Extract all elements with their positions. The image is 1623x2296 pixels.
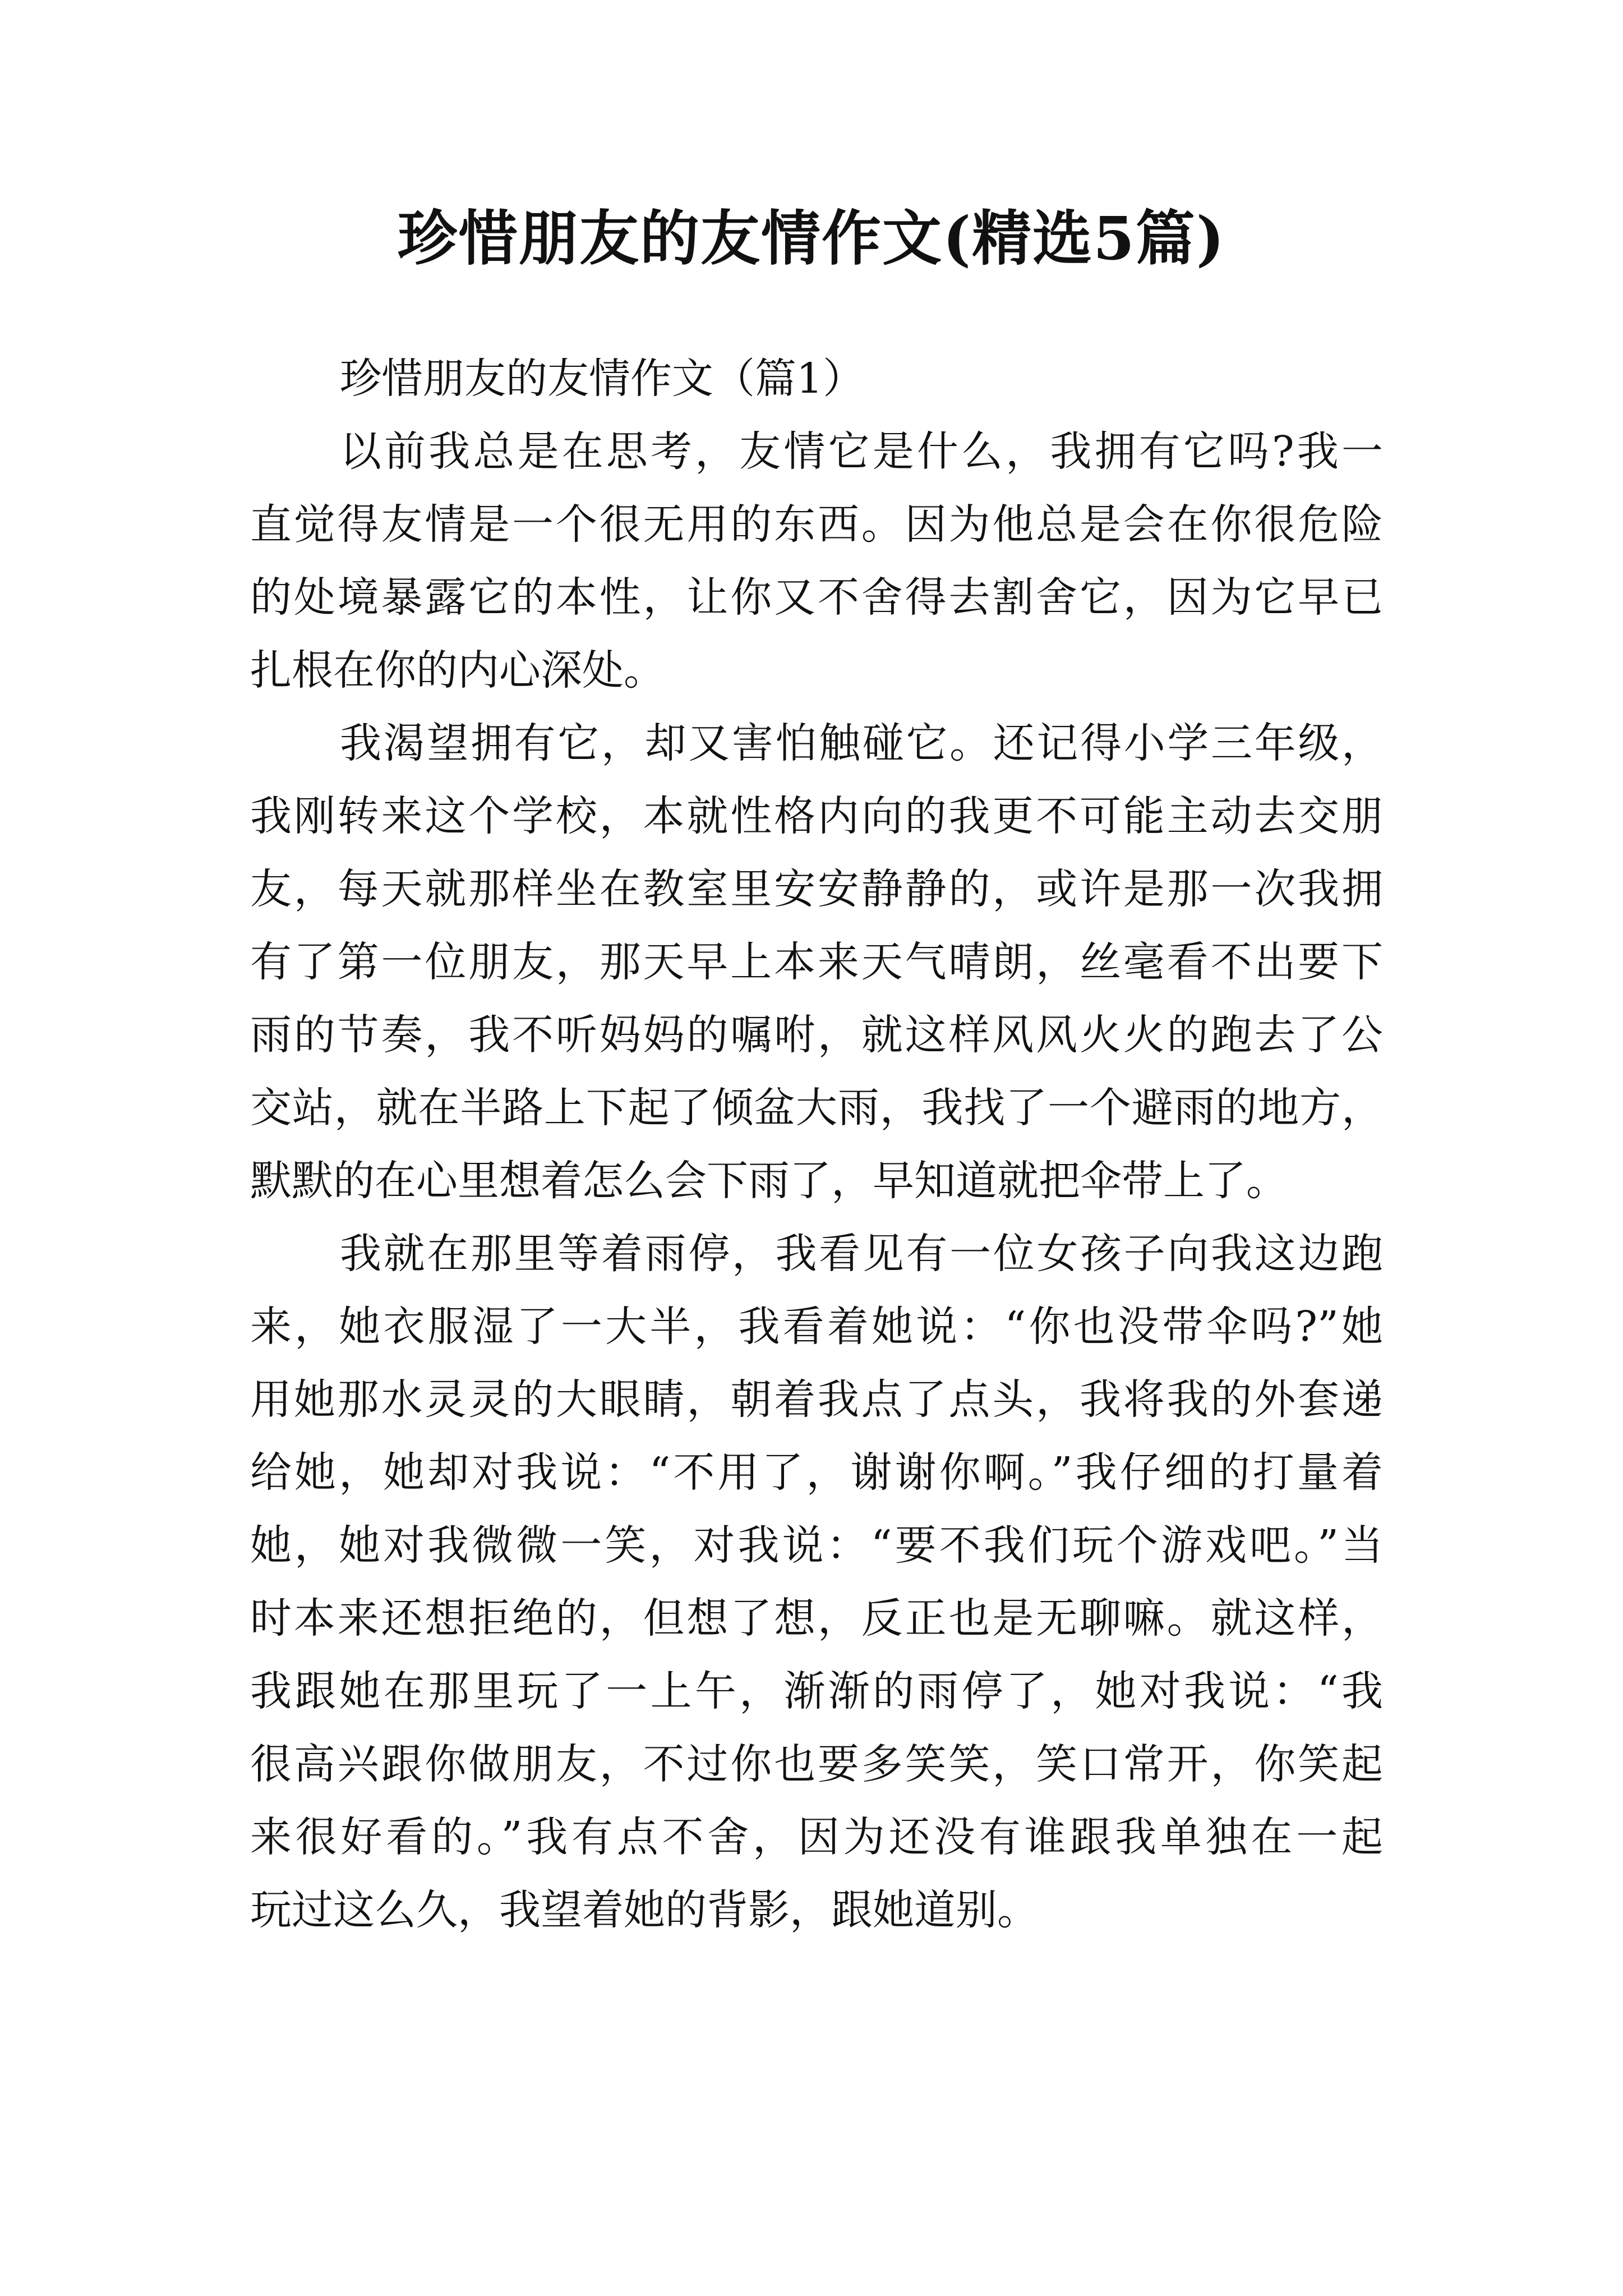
document-title: 珍惜朋友的友情作文(精选5篇) (397, 203, 1226, 273)
text-line: 我跟她在那里玩了一上午，渐渐的雨停了，她对我说：“我 (250, 1667, 1383, 1715)
text-line: 雨的节奏，我不听妈妈的嘱咐，就这样风风火火的跑去了公 (250, 1011, 1383, 1059)
text-line: 交站，就在半路上下起了倾盆大雨，我找了一个避雨的地方， (250, 1084, 1383, 1132)
text-line: 默默的在心里想着怎么会下雨了，早知道就把伞带上了。 (250, 1157, 1288, 1205)
document-body (250, 342, 1383, 1947)
text-line: 直觉得友情是一个很无用的东西。因为他总是会在你很危险 (250, 500, 1383, 549)
text-line: 有了第一位朋友，那天早上本来天气晴朗，丝毫看不出要下 (250, 938, 1383, 986)
section-heading: 珍惜朋友的友情作文（篇1） (340, 355, 865, 403)
text-line: 她，她对我微微一笑，对我说：“要不我们玩个游戏吧。”当 (250, 1521, 1383, 1570)
paragraph-1 (250, 415, 1383, 707)
text-line: 我刚转来这个学校，本就性格内向的我更不可能主动去交朋 (250, 792, 1383, 840)
text-line: 扎根在你的内心深处。 (250, 646, 665, 694)
text-line: 玩过这么久，我望着她的背影，跟她道别。 (250, 1886, 1039, 1934)
text-line: 很高兴跟你做朋友，不过你也要多笑笑，笑口常开，你笑起 (250, 1740, 1383, 1788)
paragraph-2 (250, 707, 1383, 1217)
text-line: 给她，她却对我说：“不用了，谢谢你啊。”我仔细的打量着 (250, 1448, 1383, 1497)
text-line: 时本来还想拒绝的，但想了想，反正也是无聊嘛。就这样， (250, 1594, 1383, 1642)
text-line: 用她那水灵灵的大眼睛，朝着我点了点头，我将我的外套递 (250, 1375, 1383, 1424)
text-line: 友，每天就那样坐在教室里安安静静的，或许是那一次我拥 (250, 865, 1383, 913)
text-line: 的处境暴露它的本性，让你又不舍得去割舍它，因为它早已 (250, 573, 1383, 622)
text-line: 我就在那里等着雨停，我看见有一位女孩子向我这边跑 (340, 1230, 1383, 1278)
text-line: 以前我总是在思考，友情它是什么，我拥有它吗?我一 (340, 427, 1383, 476)
paragraph-3 (250, 1217, 1383, 1947)
text-line: 我渴望拥有它，却又害怕触碰它。还记得小学三年级， (340, 719, 1383, 767)
text-line: 来，她衣服湿了一大半，我看着她说：“你也没带伞吗?”她 (250, 1303, 1383, 1351)
text-line: 来很好看的。”我有点不舍，因为还没有谁跟我单独在一起 (250, 1813, 1383, 1861)
